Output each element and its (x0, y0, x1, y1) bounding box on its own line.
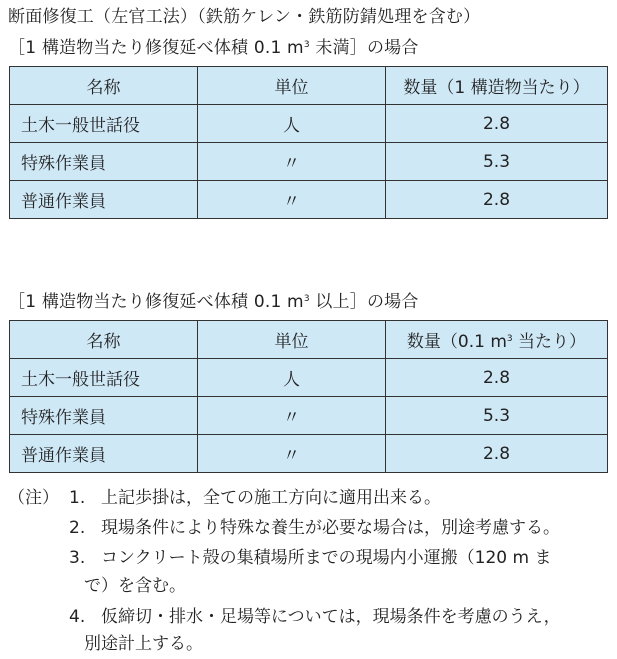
row-qty: 2.8 (386, 359, 608, 397)
table-row (10, 397, 608, 435)
row-unit: 〃 (198, 181, 386, 219)
note-text: コンクリート殻の集積場所までの現場内小運搬（120 m ま (101, 548, 552, 568)
table-row (10, 105, 608, 143)
row-unit: 〃 (198, 143, 386, 181)
section1-caption-post: 未満］の場合 (309, 38, 419, 58)
header-name: 名称 (10, 67, 198, 105)
row-name: 特殊作業員 (10, 397, 198, 435)
row-unit: 〃 (198, 435, 386, 473)
header-qty-sup: 3 (506, 334, 513, 344)
labor-table-under (9, 66, 608, 219)
note-number: 4. (69, 607, 86, 627)
header-qty (386, 321, 608, 359)
section2-caption-pre: ［1 構造物当たり修復延べ体積 0.1 m (8, 292, 304, 312)
note-number: 2. (69, 518, 86, 538)
table-row (10, 143, 608, 181)
page-title: 断面修復工（左官工法）（鉄筋ケレン・鉄筋防錆処理を含む） (8, 7, 481, 27)
note-text: 上記歩掛は，全ての施工方向に適用出来る。 (101, 488, 441, 508)
header-qty: 数量（1 構造物当たり） (386, 67, 608, 105)
row-name: 普通作業員 (10, 435, 198, 473)
section1-caption-pre: ［1 構造物当たり修復延べ体積 0.1 m (8, 38, 304, 58)
note-text-continued: 別途計上する。 (84, 634, 203, 654)
notes-label: （注） (8, 488, 59, 508)
table-row (10, 181, 608, 219)
labor-table-over (9, 320, 608, 473)
header-qty-post: 当たり） (512, 332, 587, 352)
row-qty: 2.8 (386, 105, 608, 143)
note-text: 現場条件により特殊な養生が必要な場合は，別途考慮する。 (101, 518, 560, 538)
row-name: 土木一般世話役 (10, 105, 198, 143)
section2-caption (8, 288, 419, 313)
note-number: 3. (69, 548, 86, 568)
header-qty-pre: 数量（0.1 m (406, 332, 507, 352)
row-qty: 5.3 (386, 397, 608, 435)
note-number: 1. (69, 488, 86, 508)
row-unit: 人 (198, 359, 386, 397)
header-unit: 単位 (198, 67, 386, 105)
row-unit: 〃 (198, 397, 386, 435)
row-name: 土木一般世話役 (10, 359, 198, 397)
row-qty: 2.8 (386, 435, 608, 473)
table-row (10, 359, 608, 397)
row-name: 特殊作業員 (10, 143, 198, 181)
header-unit: 単位 (198, 321, 386, 359)
section1-caption (8, 34, 419, 59)
table-header-row (10, 67, 608, 105)
note-text: 仮締切・排水・足場等については，現場条件を考慮のうえ， (101, 607, 561, 627)
section2-caption-sup: 3 (303, 294, 310, 304)
row-unit: 人 (198, 105, 386, 143)
row-qty: 2.8 (386, 181, 608, 219)
header-name: 名称 (10, 321, 198, 359)
row-qty: 5.3 (386, 143, 608, 181)
section1-caption-sup: 3 (303, 40, 310, 50)
table-header-row (10, 321, 608, 359)
row-name: 普通作業員 (10, 181, 198, 219)
table-row (10, 435, 608, 473)
section2-caption-post: 以上］の場合 (309, 292, 419, 312)
note-text-continued: で）を含む。 (84, 576, 186, 596)
